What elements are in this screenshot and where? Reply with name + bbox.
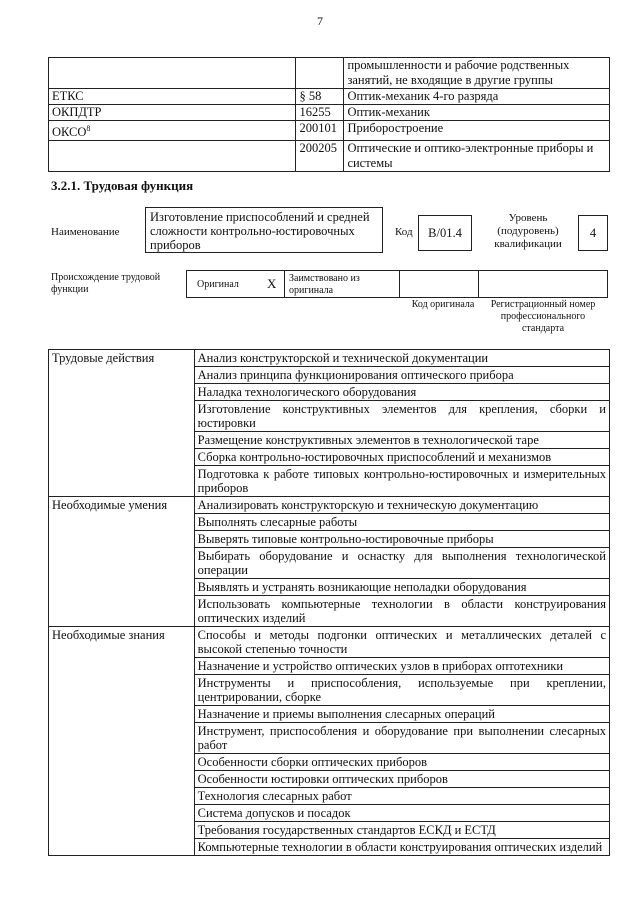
requirements-table — [48, 349, 610, 856]
level-label: Уровень (подуровень) квалификации — [494, 212, 562, 250]
requirement-item: Инструменты и приспособления, используемые при креплении, центрировании, сборке — [194, 675, 609, 706]
requirement-group-title: Трудовые действия — [49, 350, 195, 497]
requirement-item: Выполнять слесарные работы — [194, 514, 609, 531]
requirement-item: Наладка технологического оборудования — [194, 384, 609, 401]
classification-name — [49, 141, 296, 172]
function-name-box — [145, 207, 383, 253]
classification-title: Приборостроение — [344, 121, 610, 141]
classification-name — [49, 105, 296, 121]
classification-name-text: ЕТКС — [52, 89, 84, 103]
origin-divider — [399, 270, 400, 298]
classification-row — [49, 105, 610, 121]
classification-code: 16255 — [296, 105, 344, 121]
classification-name — [49, 121, 296, 141]
requirement-item: Назначение и приемы выполнения слесарных операций — [194, 706, 609, 723]
classification-row — [49, 141, 610, 172]
origin-label: Происхождение трудовой функции — [51, 272, 161, 295]
classification-title: промышленности и рабочие родственных занятий, не входящие в другие группы — [344, 58, 610, 89]
origin-box — [186, 270, 608, 298]
classification-code: § 58 — [296, 89, 344, 105]
requirement-item: Требования государственных стандартов ЕСКД и ЕСТД — [194, 822, 609, 839]
classification-title: Оптик-механик 4-го разряда — [344, 89, 610, 105]
classification-row — [49, 121, 610, 141]
page-number: 7 — [317, 14, 323, 28]
requirement-row — [49, 497, 610, 514]
code-label: Код — [395, 226, 413, 238]
origin-divider — [284, 270, 285, 298]
original-label: Оригинал — [197, 279, 239, 290]
code-value: В/01.4 — [428, 226, 462, 240]
requirement-row — [49, 627, 610, 658]
requirement-item: Анализировать конструкторскую и техническую документацию — [194, 497, 609, 514]
requirement-item: Использовать компьютерные технологии в области конструирования оптических изделий — [194, 596, 609, 627]
requirement-item: Изготовление конструктивных элементов для крепления, сборки и юстировки — [194, 401, 609, 432]
requirement-item: Анализ конструкторской и технической документации — [194, 350, 609, 367]
classification-name-text: ОКПДТР — [52, 105, 102, 119]
original-mark: X — [267, 276, 277, 291]
requirement-item: Особенности юстировки оптических приборов — [194, 771, 609, 788]
code-original-caption: Код оригинала — [411, 299, 475, 310]
requirement-group-title: Необходимые знания — [49, 627, 195, 856]
classification-name — [49, 89, 296, 105]
requirement-item: Назначение и устройство оптических узлов в приборах оптотехники — [194, 658, 609, 675]
footnote-mark: 8 — [86, 124, 91, 133]
requirement-item: Технология слесарных работ — [194, 788, 609, 805]
requirement-item: Размещение конструктивных элементов в технологической таре — [194, 432, 609, 449]
classification-row — [49, 89, 610, 105]
classification-table — [48, 57, 610, 172]
classification-name-text: ОКСО — [52, 125, 87, 140]
origin-divider — [478, 270, 479, 298]
requirement-row — [49, 350, 610, 367]
function-name-value: Изготовление приспособлений и средней сложности контрольно-юстировочных приборов — [150, 210, 370, 252]
classification-row — [49, 58, 610, 89]
classification-code: 200101 — [296, 121, 344, 141]
section-heading: 3.2.1. Трудовая функция — [51, 178, 194, 193]
requirement-item: Особенности сборки оптических приборов — [194, 754, 609, 771]
classification-title: Оптические и оптико-электронные приборы и системы — [344, 141, 610, 172]
requirement-item: Система допусков и посадок — [194, 805, 609, 822]
code-box — [418, 215, 472, 251]
reg-number-caption: Регистрационный номер профессионального стандарта — [490, 299, 596, 334]
requirement-item: Анализ принципа функционирования оптического прибора — [194, 367, 609, 384]
requirement-item: Сборка контрольно-юстировочных приспособлений и механизмов — [194, 449, 609, 466]
classification-name — [49, 58, 296, 89]
requirement-item: Подготовка к работе типовых контрольно-юстировочных и измерительных приборов — [194, 466, 609, 497]
classification-title: Оптик-механик — [344, 105, 610, 121]
name-label: Наименование — [51, 226, 120, 238]
requirement-item: Выбирать оборудование и оснастку для выполнения технологической операции — [194, 548, 609, 579]
classification-code — [296, 58, 344, 89]
borrowed-label: Заимствовано из оригинала — [289, 273, 360, 296]
requirement-item: Компьютерные технологии в области конструирования оптических изделий — [194, 839, 609, 856]
level-box — [578, 215, 608, 251]
requirement-item: Инструмент, приспособления и оборудование при выполнении слесарных работ — [194, 723, 609, 754]
classification-code: 200205 — [296, 141, 344, 172]
requirement-item: Выявлять и устранять возникающие неполадки оборудования — [194, 579, 609, 596]
requirement-item: Способы и методы подгонки оптических и металлических деталей с высокой степенью точности — [194, 627, 609, 658]
requirement-item: Выверять типовые контрольно-юстировочные приборы — [194, 531, 609, 548]
requirement-group-title: Необходимые умения — [49, 497, 195, 627]
level-value: 4 — [589, 226, 597, 240]
